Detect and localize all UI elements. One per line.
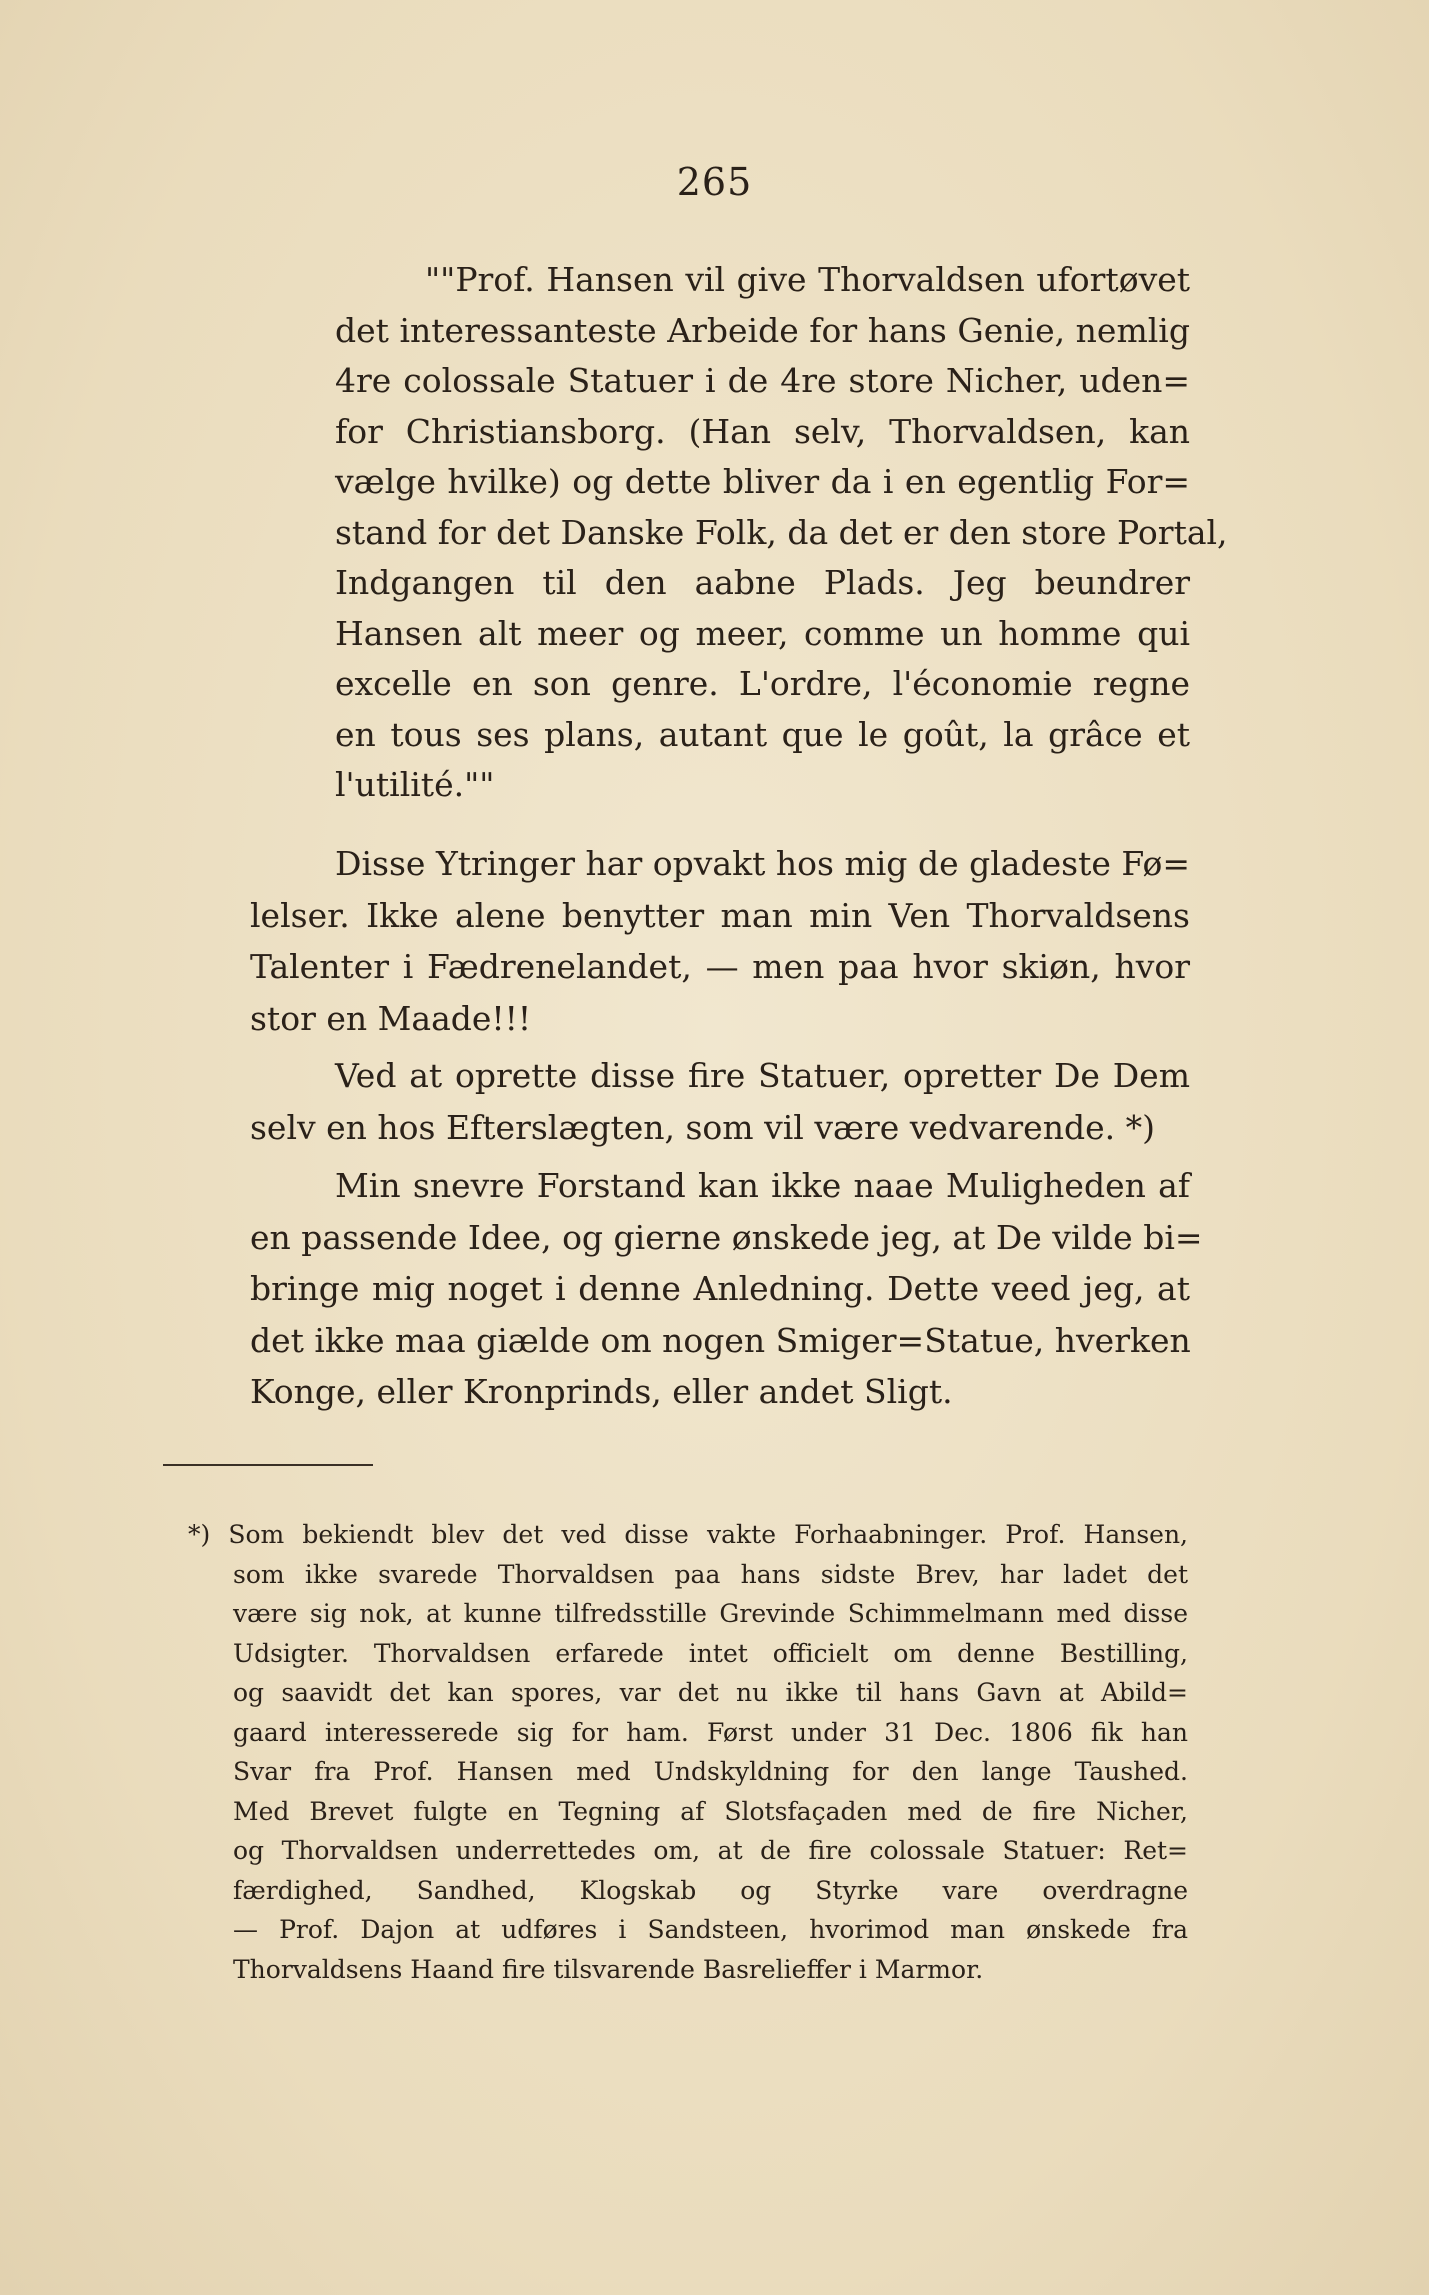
text-line: Ved at oprette disse fire Statuer, opretter De Dem xyxy=(335,1056,1190,1095)
text-line: stor en Maade!!! xyxy=(250,998,532,1038)
text-line: Hansen alt meer og meer, comme un homme qui xyxy=(335,613,1190,653)
text-line: excelle en son genre. L'ordre, l'économie regne xyxy=(335,664,1190,703)
page-number: 265 xyxy=(676,160,753,204)
text-line: l'utilité."" xyxy=(335,765,495,804)
text-line: en tous ses plans, autant que le goût, la grâce et xyxy=(335,714,1190,754)
text-line: Min snevre Forstand kan ikke naae Muligheden af xyxy=(335,1166,1190,1205)
text-line: vælge hvilke) og dette bliver da i en egentlig For= xyxy=(335,462,1190,501)
footnote-line: Svar fra Prof. Hansen med Undskyldning for den lange Taushed. xyxy=(233,1757,1188,1786)
text-line: bringe mig noget i denne Anledning. Dette veed jeg, at xyxy=(250,1269,1190,1308)
text-line: for Christiansborg. (Han selv, Thorvaldsen, kan xyxy=(335,411,1190,451)
footnote-divider xyxy=(163,1464,373,1466)
text-line: Konge, eller Kronprinds, eller andet Sligt. xyxy=(250,1372,953,1411)
text-line: en passende Idee, og gierne ønskede jeg, at De vilde bi= xyxy=(250,1217,1203,1257)
text-line: Talenter i Fædrenelandet, — men paa hvor skiøn, hvor xyxy=(250,947,1190,986)
text-line: selv en hos Efterslægten, som vil være vedvarende. *) xyxy=(250,1107,1155,1147)
footnote-line: Med Brevet fulgte en Tegning af Slotsfaçaden med de fire Nicher, xyxy=(233,1796,1188,1826)
text-line: det interessanteste Arbeide for hans Genie, nemlig xyxy=(335,310,1190,350)
footnote-line: være sig nok, at kunne tilfredsstille Grevinde Schimmelmann med disse xyxy=(233,1599,1188,1628)
text-line: Disse Ytringer har opvakt hos mig de gladeste Fø= xyxy=(335,844,1190,883)
footnote-line: og saavidt det kan spores, var det nu ikke til hans Gavn at Abild= xyxy=(233,1678,1188,1707)
paragraph xyxy=(250,1050,1190,1153)
footnote-line: *) Som bekiendt blev det ved disse vakte Forhaabninger. Prof. Hansen, xyxy=(188,1520,1188,1549)
footnote-line: færdighed, Sandhed, Klogskab og Styrke vare overdragne xyxy=(233,1875,1188,1905)
footnote-line: Udsigter. Thorvaldsen erfarede intet officielt om denne Bestilling, xyxy=(233,1638,1188,1668)
footnote-line: — Prof. Dajon at udføres i Sandsteen, hvorimod man ønskede fra xyxy=(233,1915,1188,1944)
footnote-line: gaard interesserede sig for ham. Først under 31 Dec. 1806 fik han xyxy=(233,1717,1188,1747)
paragraph xyxy=(250,838,1190,1044)
text-line: det ikke maa giælde om nogen Smiger=Statue, hverken xyxy=(250,1320,1191,1360)
footnote xyxy=(188,1515,1188,1989)
footnote-line: Thorvaldsens Haand fire tilsvarende Basrelieffer i Marmor. xyxy=(233,1954,984,1984)
footnote-line: og Thorvaldsen underrettedes om, at de fire colossale Statuer: Ret= xyxy=(233,1836,1188,1865)
footnote-line: som ikke svarede Thorvaldsen paa hans sidste Brev, har ladet det xyxy=(233,1559,1188,1589)
quoted-letter xyxy=(335,255,1228,811)
text-line: 4re colossale Statuer i de 4re store Nicher, uden= xyxy=(335,361,1190,400)
text-line: Indgangen til den aabne Plads. Jeg beundrer xyxy=(335,563,1190,602)
text-line: ""Prof. Hansen vil give Thorvaldsen ufortøvet xyxy=(425,260,1190,299)
text-line: lelser. Ikke alene benytter man min Ven Thorvaldsens xyxy=(250,895,1190,935)
text-line: stand for det Danske Folk, da det er den store Portal, xyxy=(335,512,1228,552)
paragraph xyxy=(250,1160,1203,1418)
